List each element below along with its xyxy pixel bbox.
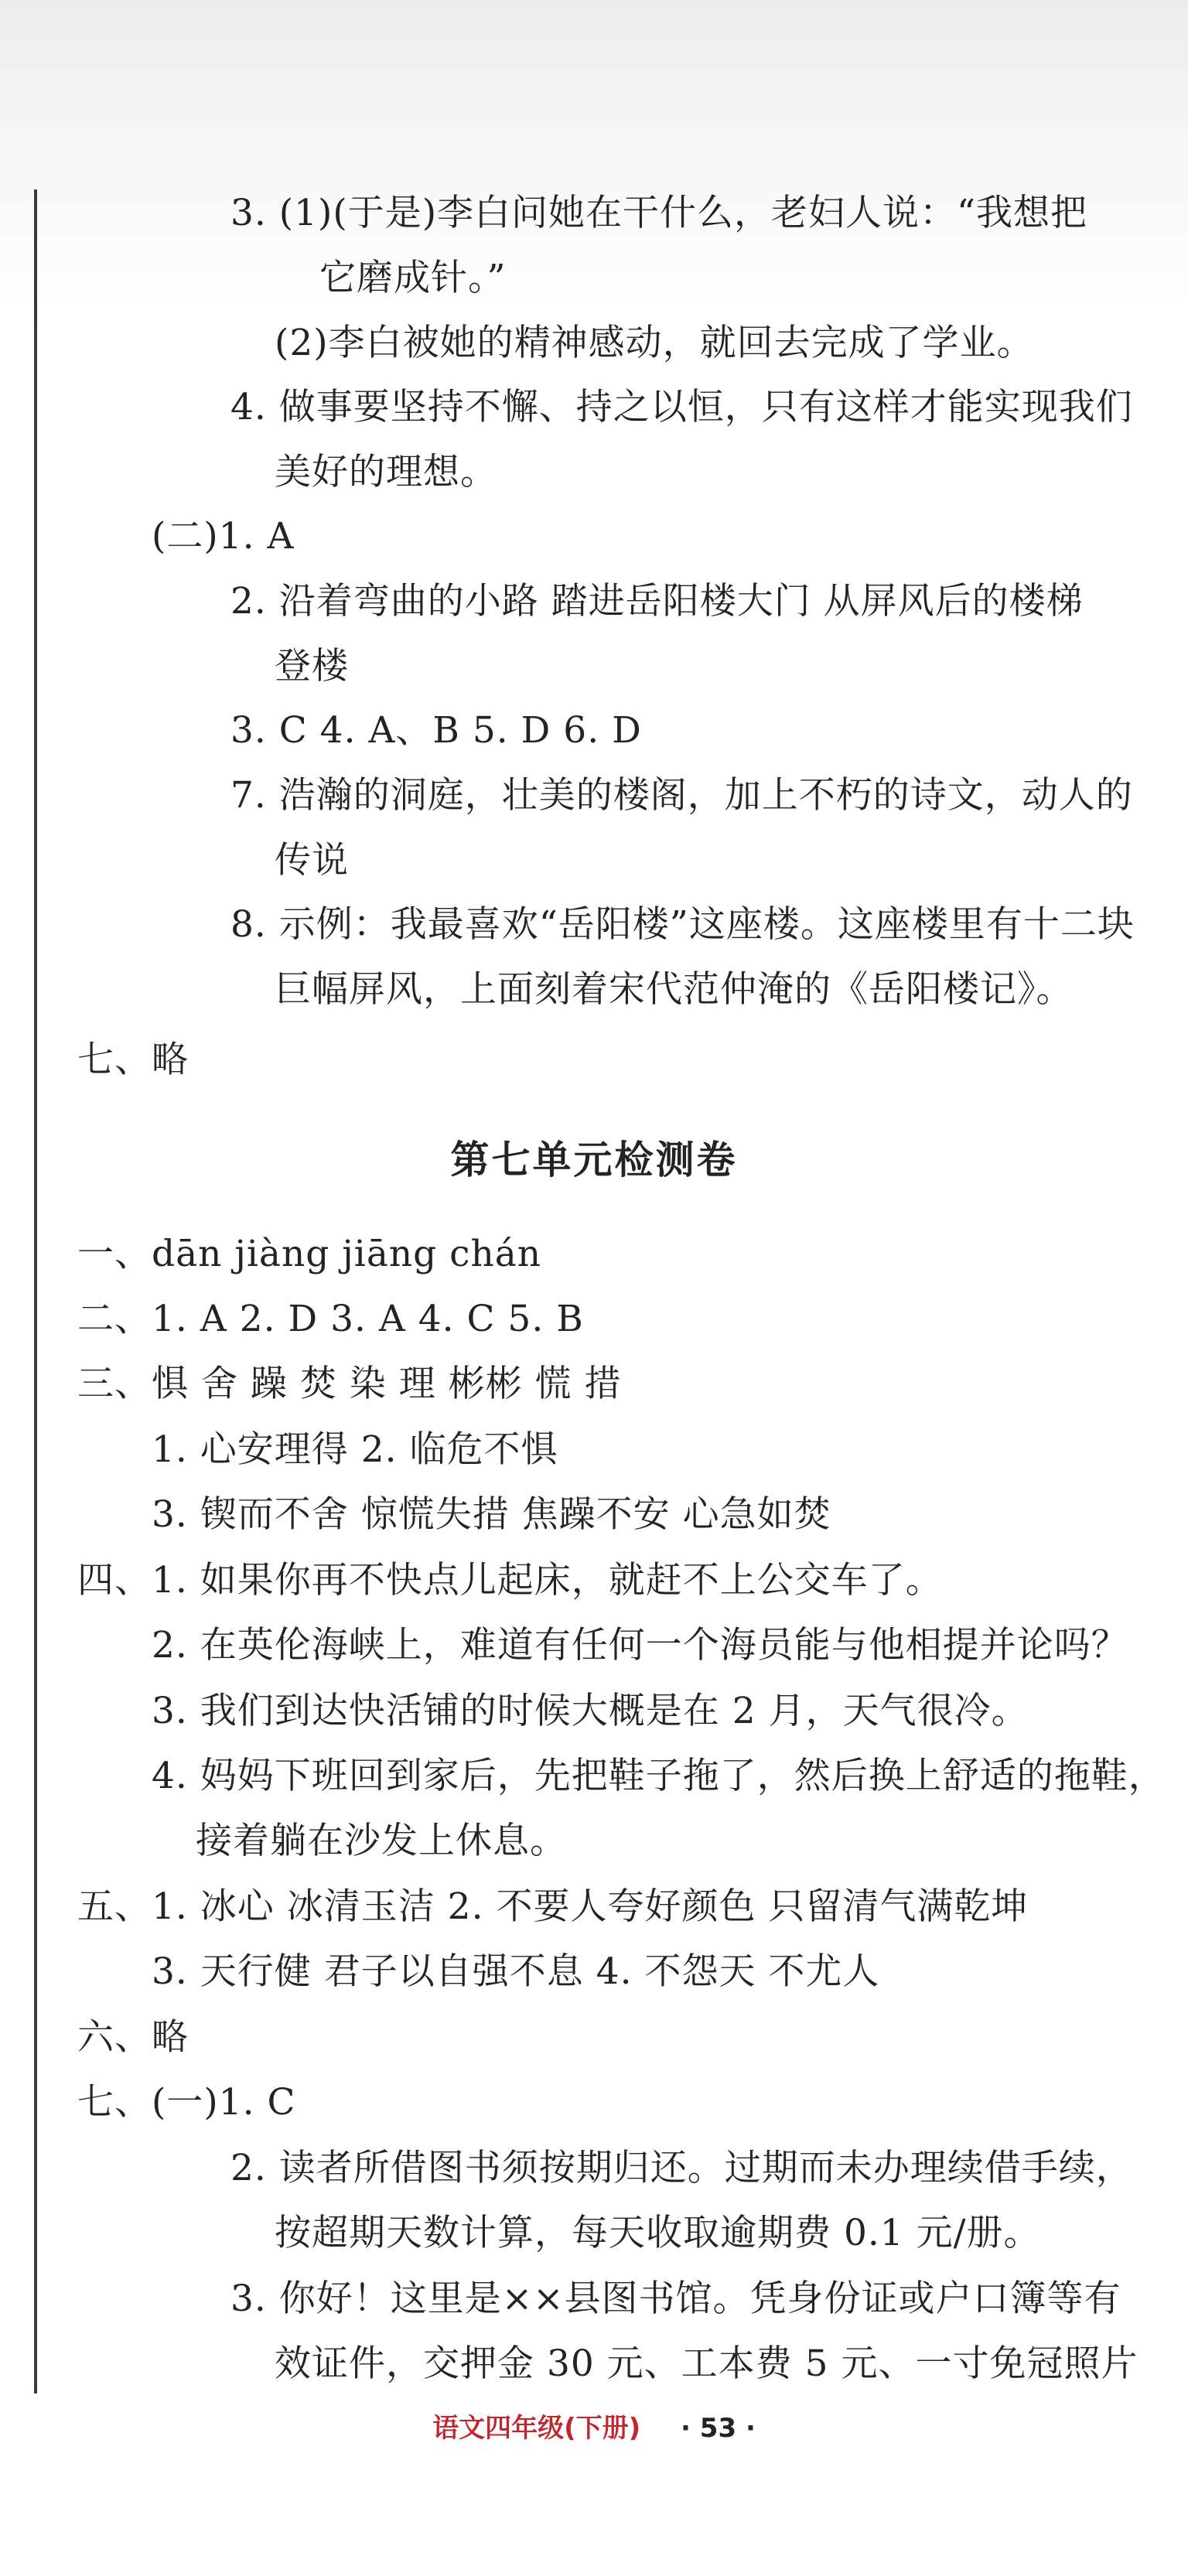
answer-line: 七、(一)1. C bbox=[77, 2081, 296, 2124]
page-number: · 53 · bbox=[681, 2413, 756, 2444]
answer-line: 3. 你好！这里是××县图书馆。凭身份证或户口簿等有 bbox=[230, 2277, 1121, 2320]
page-footer bbox=[0, 2409, 1188, 2448]
answer-line: 4. 做事要坚持不懈、持之以恒，只有这样才能实现我们 bbox=[230, 386, 1133, 428]
answer-line: 2. 在英伦海峡上，难道有任何一个海员能与他相提并论吗？ bbox=[152, 1624, 1128, 1667]
answer-line: 巨幅屏风，上面刻着宋代范仲淹的《岳阳楼记》。 bbox=[275, 968, 1074, 1011]
margin-rule bbox=[34, 189, 37, 2393]
answer-line: 效证件，交押金 30 元、工本费 5 元、一寸免冠照片 bbox=[275, 2342, 1138, 2385]
answer-line: 8. 示例：我最喜欢“岳阳楼”这座楼。这座楼里有十二块 bbox=[230, 903, 1135, 946]
answer-line: 六、略 bbox=[77, 2016, 189, 2059]
answer-line: 3. (1)(于是)李白问她在干什么，老妇人说：“我想把 bbox=[230, 192, 1088, 234]
answer-line: 按超期天数计算，每天收取逾期费 0.1 元/册。 bbox=[275, 2212, 1041, 2254]
answer-line: 传说 bbox=[275, 839, 349, 882]
answer-line: 接着躺在沙发上休息。 bbox=[196, 1820, 567, 1862]
answer-line: 3. 锲而不舍 惊慌失措 焦躁不安 心急如焚 bbox=[152, 1493, 831, 1536]
answer-line: 它磨成针。” bbox=[319, 257, 507, 299]
answer-line: 3. 我们到达快活铺的时候大概是在 2 月，天气很冷。 bbox=[152, 1690, 1029, 1732]
answer-line: 七、略 bbox=[77, 1039, 189, 1081]
answer-line: 7. 浩瀚的洞庭，壮美的楼阁，加上不朽的诗文，动人的 bbox=[230, 774, 1133, 817]
answer-line: 2. 读者所借图书须按期归还。过期而未办理续借手续， bbox=[230, 2147, 1133, 2189]
answer-line: 二、1. A 2. D 3. A 4. C 5. B bbox=[77, 1298, 584, 1340]
answer-line: (2)李白被她的精神感动，就回去完成了学业。 bbox=[275, 322, 1034, 364]
footer-subject: 语文四年级(下册) bbox=[432, 2413, 641, 2444]
answer-line: 五、1. 冰心 冰清玉洁 2. 不要人夸好颜色 只留清气满乾坤 bbox=[77, 1885, 1029, 1928]
page-title: 第七单元检测卷 bbox=[450, 1138, 738, 1182]
answer-line: 3. 天行健 君子以自强不息 4. 不怨天 不尤人 bbox=[152, 1950, 880, 1993]
answer-line: (二)1. A bbox=[152, 515, 295, 558]
answer-line: 一、dān jiàng jiāng chán bbox=[77, 1233, 542, 1275]
answer-line: 美好的理想。 bbox=[275, 451, 497, 493]
answer-line: 三、惧 舍 躁 焚 染 理 彬彬 慌 措 bbox=[77, 1363, 622, 1405]
answer-line: 四、1. 如果你再不快点儿起床，就赶不上公交车了。 bbox=[77, 1559, 943, 1602]
answer-line: 3. C 4. A、B 5. D 6. D bbox=[230, 709, 642, 752]
answer-line: 登楼 bbox=[275, 645, 349, 688]
answer-line: 1. 心安理得 2. 临危不惧 bbox=[152, 1428, 558, 1471]
answer-line: 4. 妈妈下班回到家后，先把鞋子拖了，然后换上舒适的拖鞋， bbox=[152, 1755, 1166, 1797]
answer-line: 2. 沿着弯曲的小路 踏进岳阳楼大门 从屏风后的楼梯 bbox=[230, 580, 1084, 623]
